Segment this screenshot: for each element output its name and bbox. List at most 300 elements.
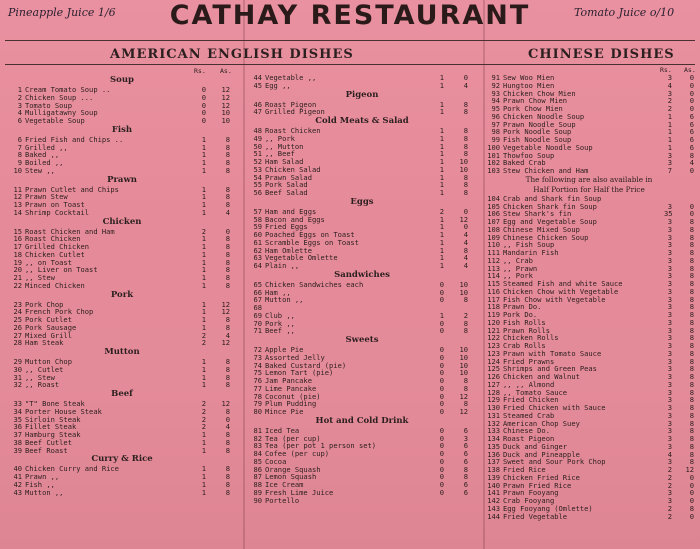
- item-number: 126: [487, 372, 500, 381]
- item-price-rupees: 3: [667, 150, 672, 160]
- item-price-annas: 6: [463, 456, 468, 466]
- item-name: Hamburg Steak: [25, 430, 81, 439]
- item-number: 52: [253, 157, 262, 166]
- category-heading: Eggs: [350, 196, 374, 207]
- item-name: Lemon Tart (pie): [265, 368, 334, 378]
- item-price-annas: 8: [225, 200, 230, 209]
- item-price-annas: 8: [689, 240, 694, 250]
- item-number: 1: [17, 85, 22, 94]
- item-name: Apple Pie: [265, 345, 304, 354]
- item-name: ,, on Toast: [25, 257, 72, 267]
- item-price-rupees: 1: [201, 437, 206, 447]
- item-price-rupees: 0: [439, 287, 444, 297]
- item-number: 101: [487, 150, 500, 160]
- item-price-rupees: 0: [439, 368, 444, 378]
- item-name: Shrimp Cocktail: [25, 207, 90, 217]
- item-price-rupees: 3: [667, 441, 672, 451]
- item-number: 71: [253, 326, 262, 336]
- item-price-annas: 8: [225, 430, 230, 439]
- item-number: 10: [13, 165, 22, 175]
- item-price-annas: 8: [689, 395, 694, 405]
- item-price-rupees: 0: [439, 360, 444, 370]
- item-price-rupees: 1: [201, 273, 206, 282]
- item-price-annas: 8: [225, 380, 230, 390]
- item-number: 137: [487, 457, 500, 467]
- item-price-rupees: 1: [201, 280, 206, 290]
- item-price-rupees: 3: [667, 395, 672, 405]
- rupees-header: Rs.: [660, 66, 672, 74]
- item-name: Tea (per cup): [265, 433, 321, 443]
- item-name: Sew Woo Mien: [503, 73, 555, 82]
- item-name: Chicken Curry and Rice: [25, 464, 119, 474]
- item-number: 104: [487, 193, 500, 203]
- item-price-annas: 0: [225, 226, 230, 236]
- item-name: Pork Noodle Soup: [503, 127, 572, 137]
- item-number: 48: [253, 126, 262, 135]
- item-price-annas: 8: [689, 232, 694, 242]
- item-price-rupees: 2: [667, 480, 672, 490]
- item-price-annas: 8: [463, 399, 468, 409]
- item-price-annas: 6: [463, 480, 468, 489]
- item-number: 83: [253, 441, 262, 451]
- fold-line-left: [243, 0, 245, 549]
- item-price-annas: 8: [689, 271, 694, 281]
- item-name: Fresh Lime Juice: [265, 487, 334, 497]
- item-price-rupees: 2: [667, 472, 672, 482]
- item-name: Mutton Chop: [25, 357, 72, 366]
- item-price-annas: 0: [689, 472, 694, 482]
- item-name: ,, Mutton: [265, 141, 304, 151]
- item-name: Grilled Chicken: [25, 242, 90, 251]
- item-number: 128: [487, 387, 500, 397]
- item-number: 112: [487, 255, 500, 265]
- section-american-english: AMERICAN ENGLISH DISHES: [110, 47, 354, 62]
- item-number: 105: [487, 201, 500, 211]
- item-number: 84: [253, 449, 262, 458]
- item-number: 79: [253, 399, 262, 409]
- item-price-rupees: 0: [439, 441, 444, 451]
- item-price-annas: 6: [463, 449, 468, 458]
- item-name: Vegetable Omlette: [265, 253, 338, 263]
- item-number: 72: [253, 345, 262, 354]
- item-number: 55: [253, 180, 262, 190]
- menu-item-row: [486, 167, 692, 175]
- item-number: 41: [13, 472, 22, 481]
- item-price-annas: 8: [689, 410, 694, 420]
- item-price-annas: 10: [459, 360, 468, 370]
- item-price-rupees: 1: [201, 207, 206, 217]
- item-number: 58: [253, 214, 262, 224]
- item-price-annas: 8: [689, 364, 694, 374]
- item-name: Chicken Chow Mien: [503, 88, 576, 98]
- item-price-rupees: 3: [667, 255, 672, 265]
- item-number: 108: [487, 224, 500, 234]
- item-price-rupees: 2: [667, 465, 672, 474]
- item-number: 56: [253, 188, 262, 197]
- item-number: 110: [487, 240, 500, 250]
- item-number: 17: [13, 242, 22, 251]
- menu-item-row: [8, 117, 236, 125]
- item-price-annas: 8: [689, 294, 694, 304]
- item-number: 60: [253, 230, 262, 239]
- item-price-rupees: 1: [439, 164, 444, 174]
- item-number: 7: [17, 142, 22, 152]
- item-name: Prawn Stew: [25, 192, 68, 202]
- item-price-annas: 8: [689, 434, 694, 443]
- item-name: Chicken Chow with Vegetable: [503, 286, 619, 296]
- item-name: ,, Beef: [265, 149, 295, 159]
- item-number: 64: [253, 261, 262, 270]
- item-price-rupees: 0: [201, 108, 206, 118]
- item-price-annas: 6: [463, 487, 468, 497]
- item-price-rupees: 1: [439, 253, 444, 263]
- item-number: 3: [17, 100, 22, 110]
- item-price-annas: 8: [225, 242, 230, 251]
- item-name: Mulligatawny Soup: [25, 108, 98, 118]
- item-price-annas: 8: [689, 403, 694, 412]
- item-price-rupees: 35: [664, 209, 673, 219]
- item-price-rupees: 2: [201, 330, 206, 340]
- item-number: 26: [13, 322, 22, 332]
- item-price-rupees: 3: [667, 488, 672, 498]
- item-price-rupees: 1: [667, 142, 672, 152]
- item-name: Stew Chicken and Ham: [503, 166, 589, 175]
- section-chinese: CHINESE DISHES: [528, 47, 675, 62]
- item-number: 80: [253, 407, 262, 416]
- item-price-rupees: 1: [201, 200, 206, 209]
- item-name: Hungtoo Mien: [503, 80, 555, 90]
- item-price-rupees: 2: [667, 503, 672, 513]
- item-name: Assorted Jelly: [265, 352, 325, 362]
- item-name: "T" Bone Steak: [25, 399, 85, 408]
- item-price-rupees: 3: [667, 88, 672, 98]
- item-number: 134: [487, 434, 500, 443]
- item-number: 107: [487, 217, 500, 226]
- item-name: Scramble Eggs on Toast: [265, 237, 359, 247]
- item-name: Beef ,,: [265, 326, 295, 336]
- item-price-rupees: 3: [667, 348, 672, 358]
- item-price-rupees: 3: [667, 224, 672, 234]
- fold-line-right: [483, 0, 485, 549]
- item-number: 70: [253, 318, 262, 328]
- item-name: Duck and Pineapple: [503, 449, 580, 459]
- item-name: Prawn Do.: [503, 302, 542, 312]
- item-price-rupees: 0: [439, 383, 444, 393]
- item-name: Egg Fooyang (Omlette): [503, 503, 593, 513]
- menu-note: The following are also available in: [525, 174, 653, 184]
- item-price-annas: 8: [463, 141, 468, 151]
- item-name: Crab Fooyang: [503, 496, 555, 505]
- item-price-rupees: 0: [439, 352, 444, 362]
- item-price-rupees: 3: [667, 457, 672, 467]
- item-price-rupees: 3: [667, 379, 672, 389]
- item-price-rupees: 0: [439, 295, 444, 305]
- item-price-rupees: 1: [201, 158, 206, 167]
- annas-header: As.: [684, 66, 696, 74]
- item-price-annas: 10: [459, 279, 468, 289]
- item-name: Steamed Crab: [503, 410, 555, 420]
- rupees-header: Rs.: [194, 67, 206, 75]
- item-price-annas: 0: [689, 201, 694, 211]
- item-name: Plum Pudding: [265, 399, 317, 409]
- item-price-rupees: 3: [667, 364, 672, 374]
- item-name: Chicken Cutlet: [25, 249, 85, 259]
- item-name: Stew ,,: [25, 165, 55, 175]
- item-name: Ham ,,: [265, 287, 291, 297]
- item-number: 25: [13, 315, 22, 324]
- menu-note: Half Portion for Half the Price: [533, 184, 645, 194]
- item-price-rupees: 1: [667, 127, 672, 137]
- restaurant-title: CATHAY RESTAURANT: [169, 0, 531, 31]
- item-price-annas: 8: [225, 249, 230, 259]
- item-number: 89: [253, 487, 262, 497]
- item-price-annas: 8: [689, 255, 694, 265]
- item-name: ,, Cutlet: [25, 364, 64, 374]
- item-price-rupees: 1: [439, 99, 444, 109]
- item-number: 8: [17, 150, 22, 160]
- item-price-annas: 12: [221, 307, 230, 317]
- item-number: 31: [13, 372, 22, 382]
- category-heading: Hot and Cold Drink: [315, 415, 409, 426]
- item-number: 113: [487, 263, 500, 273]
- item-price-annas: 8: [689, 310, 694, 319]
- item-name: Crab Rolls: [503, 341, 546, 350]
- item-number: 37: [13, 430, 22, 439]
- item-price-annas: 8: [463, 188, 468, 197]
- item-price-annas: 3: [463, 433, 468, 443]
- item-number: 82: [253, 433, 262, 443]
- item-name: ,, Liver on Toast: [25, 265, 98, 275]
- item-price-annas: 10: [459, 164, 468, 174]
- item-price-annas: 8: [225, 372, 230, 382]
- item-price-rupees: 1: [201, 307, 206, 317]
- item-name: Stew Shark's fin: [503, 209, 572, 219]
- price-column-headers: [8, 67, 236, 75]
- item-name: Portello: [265, 495, 300, 505]
- item-number: 120: [487, 317, 500, 327]
- item-number: 21: [13, 273, 22, 282]
- item-price-annas: 6: [689, 119, 694, 129]
- item-number: 46: [253, 99, 262, 109]
- item-name: Vegetable ,,: [265, 73, 317, 82]
- item-price-rupees: 3: [667, 341, 672, 350]
- item-price-annas: 10: [459, 368, 468, 378]
- item-price-rupees: 3: [667, 426, 672, 436]
- menu-item-row: [248, 108, 476, 116]
- item-number: 127: [487, 379, 500, 389]
- item-price-annas: 8: [463, 245, 468, 255]
- item-name: Pork Sausage: [25, 322, 77, 332]
- item-price-rupees: 1: [439, 80, 444, 90]
- item-name: ,, ,, Almond: [503, 379, 555, 389]
- item-price-annas: 8: [225, 322, 230, 332]
- item-number: 6: [17, 134, 22, 144]
- item-price-annas: 8: [225, 479, 230, 489]
- category-heading: Fish: [111, 124, 133, 135]
- item-number: 135: [487, 441, 500, 451]
- item-price-rupees: 1: [201, 142, 206, 152]
- item-price-rupees: 3: [667, 240, 672, 250]
- item-number: 136: [487, 449, 500, 459]
- item-number: 67: [253, 295, 262, 305]
- item-name: American Chop Suey: [503, 418, 580, 428]
- menu-item-row: [486, 513, 692, 521]
- item-name: Prawn with Tomato Sauce: [503, 348, 602, 358]
- item-number: 9: [17, 158, 22, 167]
- item-price-annas: 4: [225, 330, 230, 340]
- item-price-rupees: 1: [667, 119, 672, 129]
- item-number: 124: [487, 356, 500, 366]
- item-number: 33: [13, 399, 22, 408]
- item-number: 92: [491, 80, 500, 90]
- item-price-rupees: 1: [439, 149, 444, 159]
- item-price-annas: 0: [689, 496, 694, 505]
- item-number: 51: [253, 149, 262, 159]
- item-price-annas: 8: [225, 150, 230, 160]
- item-price-annas: 0: [689, 209, 694, 219]
- item-number: 95: [491, 104, 500, 113]
- item-name: Egg ,,: [265, 80, 291, 90]
- item-name: Boiled ,,: [25, 158, 64, 167]
- item-price-rupees: 0: [439, 433, 444, 443]
- item-price-rupees: 1: [201, 265, 206, 275]
- item-name: ,, Fish Soup: [503, 240, 555, 250]
- item-price-annas: 8: [689, 325, 694, 335]
- item-number: 29: [13, 357, 22, 366]
- item-price-annas: 4: [463, 80, 468, 90]
- item-price-rupees: 3: [667, 333, 672, 343]
- item-price-rupees: 1: [201, 165, 206, 175]
- item-price-rupees: 4: [667, 80, 672, 90]
- item-price-rupees: 1: [201, 380, 206, 390]
- item-name: Orange Squash: [265, 464, 321, 474]
- item-price-rupees: 0: [201, 100, 206, 110]
- item-price-annas: 8: [689, 279, 694, 288]
- item-name: Ice Cream: [265, 480, 304, 489]
- category-heading: Pigeon: [345, 89, 379, 100]
- item-price-rupees: 1: [439, 222, 444, 232]
- item-price-annas: 8: [689, 317, 694, 327]
- item-number: 86: [253, 464, 262, 474]
- item-price-annas: 12: [221, 299, 230, 309]
- handwritten-note-left: Pineapple Juice 1/6: [8, 6, 116, 19]
- item-price-rupees: 3: [667, 310, 672, 319]
- item-name: Chinese Mixed Soup: [503, 224, 580, 234]
- item-number: 91: [491, 73, 500, 82]
- item-name: Prawn Cutlet and Chips: [25, 184, 119, 194]
- item-price-annas: 0: [463, 222, 468, 232]
- item-price-annas: 8: [225, 165, 230, 175]
- item-name: Vegetable Soup: [25, 116, 85, 125]
- item-price-annas: 0: [463, 206, 468, 216]
- item-price-annas: 10: [459, 287, 468, 297]
- item-price-rupees: 1: [201, 134, 206, 144]
- item-price-annas: 10: [459, 352, 468, 362]
- item-price-annas: 8: [689, 217, 694, 226]
- menu-item-row: [248, 408, 476, 416]
- item-price-annas: 8: [225, 464, 230, 474]
- item-price-rupees: 1: [439, 230, 444, 239]
- item-price-rupees: 1: [201, 487, 206, 497]
- item-name: Beef Salad: [265, 188, 308, 197]
- item-price-rupees: 0: [439, 480, 444, 489]
- item-price-rupees: 3: [667, 434, 672, 443]
- item-number: 11: [13, 184, 22, 194]
- item-name: Ham Omlette: [265, 245, 312, 255]
- menu-column-1: [8, 67, 236, 496]
- item-number: 97: [491, 119, 500, 129]
- menu-item-row: [248, 497, 476, 505]
- item-price-annas: 8: [689, 302, 694, 312]
- item-number: 66: [253, 287, 262, 297]
- item-name: Tea (per pot 1 person set): [265, 441, 377, 451]
- item-name: Pork Salad: [265, 180, 308, 190]
- item-number: 73: [253, 352, 262, 362]
- item-name: Cream Tomato Soup ..: [25, 85, 111, 94]
- item-number: 35: [13, 414, 22, 424]
- item-number: 57: [253, 206, 262, 216]
- item-price-annas: 8: [689, 150, 694, 160]
- item-price-annas: 12: [685, 465, 694, 474]
- item-price-rupees: 1: [201, 234, 206, 244]
- item-number: 106: [487, 209, 500, 219]
- item-price-rupees: 1: [439, 310, 444, 320]
- item-price-annas: 0: [463, 73, 468, 82]
- item-number: 116: [487, 286, 500, 296]
- item-number: 132: [487, 418, 500, 428]
- item-number: 139: [487, 472, 500, 482]
- item-number: 123: [487, 348, 500, 358]
- item-price-rupees: 3: [667, 232, 672, 242]
- item-name: Chicken Sandwiches each: [265, 279, 364, 289]
- item-price-rupees: 1: [439, 172, 444, 182]
- item-price-rupees: 3: [667, 158, 672, 168]
- item-number: 99: [491, 135, 500, 144]
- item-price-annas: 8: [689, 224, 694, 234]
- item-name: Chicken Rolls: [503, 333, 559, 343]
- item-price-rupees: 1: [201, 315, 206, 324]
- item-price-annas: 12: [221, 85, 230, 94]
- item-number: 81: [253, 425, 262, 435]
- item-name: Fried Eggs: [265, 222, 308, 232]
- category-heading: Prawn: [107, 174, 137, 185]
- item-price-rupees: 1: [439, 180, 444, 190]
- item-price-rupees: 0: [439, 391, 444, 401]
- category-heading: Soup: [110, 75, 134, 85]
- item-number: 88: [253, 480, 262, 489]
- item-name: ,, Stew: [25, 372, 55, 382]
- menu-item-row: [248, 327, 476, 335]
- item-number: 77: [253, 383, 262, 393]
- item-name: Tomato Soup: [25, 100, 72, 110]
- item-price-annas: 8: [689, 457, 694, 467]
- item-name: Grilled ,,: [25, 142, 68, 152]
- item-price-annas: 0: [689, 511, 694, 521]
- item-price-rupees: 0: [439, 345, 444, 354]
- item-price-annas: 8: [225, 234, 230, 244]
- item-name: Prawn ,,: [25, 472, 60, 481]
- item-price-annas: 12: [221, 100, 230, 110]
- item-price-annas: 8: [225, 445, 230, 455]
- item-number: 68: [253, 303, 262, 312]
- item-number: 43: [13, 487, 22, 497]
- item-number: 14: [13, 207, 22, 217]
- item-price-rupees: 2: [667, 96, 672, 106]
- item-price-rupees: 2: [439, 206, 444, 216]
- item-name: Chicken Shark fin Soup: [503, 201, 597, 211]
- item-price-annas: 12: [221, 338, 230, 348]
- item-price-rupees: 0: [439, 472, 444, 482]
